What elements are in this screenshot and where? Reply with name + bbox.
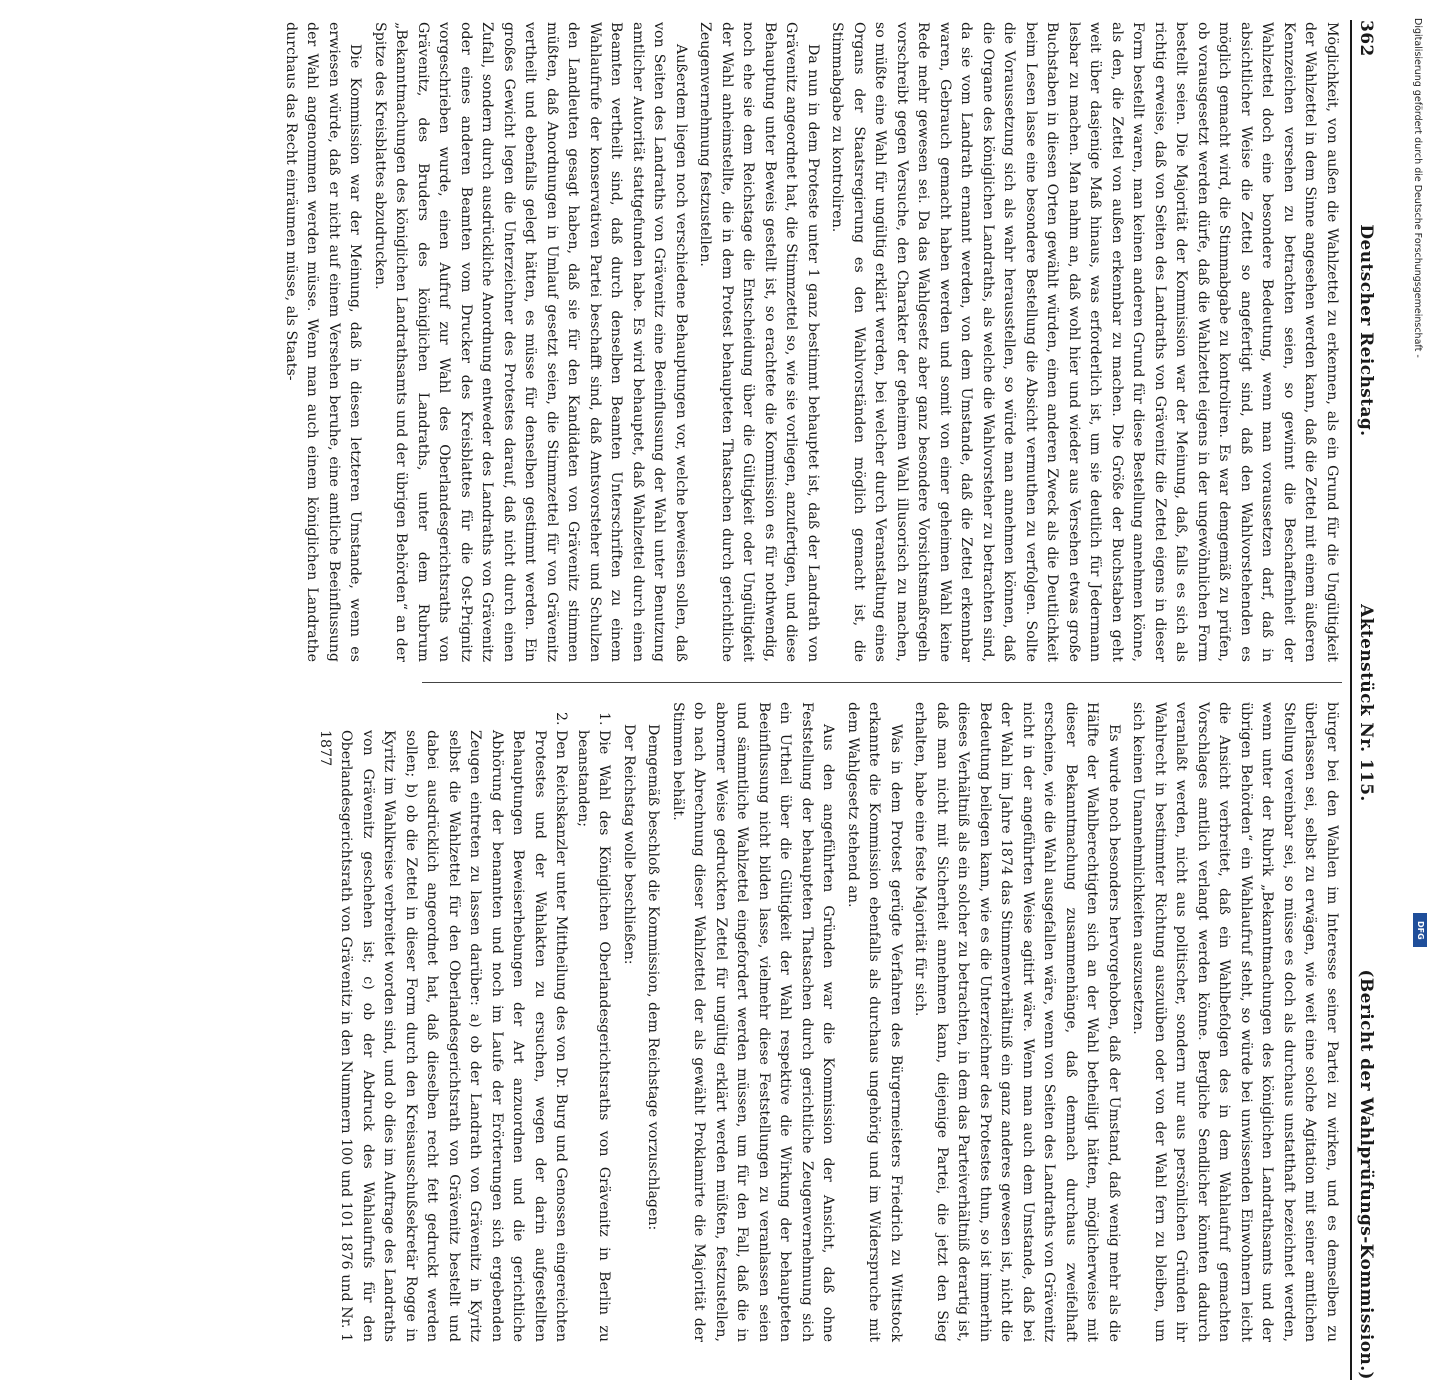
paragraph: Die Kommission war der Meinung, daß in diesen letzteren Umstande, wenn es erwiesen würde, daß er nicht auf einem Versehen beruhe, eine amtliche Beeinflussung der Wahl angenommen werden müsse. Wenn man auch einem königlichen Landrathe durchaus das Recht einräumen müsse, als Staats- — [283, 22, 364, 662]
numbered-list — [314, 702, 615, 1342]
paragraph: Außerdem liegen noch verschiedene Behauptungen vor, welche beweisen sollen, daß von Seiten des Landraths von Grävenitz eine Beeinflussung der Wahl unter Benutzung amtlicher Autorität stattgefunden habe. Es wird behauptet, daß Wahlzettel durch einen Beamten vertheilt sind, daß durch denselben Beamten Unterschriften zu einem Wahlaufrufe der konservativen Partei beschafft sind, daß Amtsvorsteher und Schulzen den Landleuten gesagt haben, daß sie für den Kandidaten von Grävenitz stimmen müßten, daß Anordnungen in Umlauf gesetzt seien, die Stimmzettel für von Grävenitz vertheilt und ebenfalls gelegt hätten, es müsse für denselben gestimmt werden. Ein großes Gewicht legen die Unterzeichner des Protestes darauf, daß nicht durch einen Zufall, sondern durch ausdrückliche Anordnung entweder des Landraths von Grävenitz oder eines anderen Beamten vom Drucker des Kreisblattes für die Ost-Prignitz vorgeschrieben wurde, einen Aufruf zur Wahl des Oberlandesgerichtsraths von Grävenitz, des Bruders des königlichen Landraths, unter dem Rubrum „Bekanntmachungen des königlichen Landrathsamts und der übrigen Behörden“ an der Spitze des Kreisblattes abzudrucken. — [372, 22, 689, 662]
column-divider — [422, 682, 1342, 683]
text-column-left — [277, 22, 1343, 662]
dfg-logo-badge: DFG — [1413, 913, 1427, 947]
header-right-title: (Bericht der Wahlprüfungs-Kommission.) — [1356, 969, 1376, 1380]
page-header — [1350, 20, 1392, 1380]
paragraph: Demgemäß beschloß die Kommission, dem Reichstage vorzuschlagen: — [645, 724, 662, 1231]
page-number: 362 — [1356, 20, 1376, 57]
paragraph: Was in dem Protest gerügte Verfahren des Bürgermeisters Friedrich zu Wittstock erkannte die Kommission ebenfalls als durchaus ungehörig und im Widerspruche mit dem Wahlgesetz stehend an. — [845, 702, 904, 1342]
paragraph: Der Reichstag wolle beschließen: — [621, 724, 637, 965]
text-column-right — [311, 702, 1343, 1342]
header-left-title: Deutscher Reichstag. — [1356, 224, 1376, 437]
digitization-credit — [1412, 8, 1428, 993]
paragraph: Es wurde noch besonders hervorgehoben, daß der Umstand, daß wenig mehr als die Hälfte der Wahlberechtigten sich an der Wahl betheiligt hätten, möglicherweise mit dieser Bekanntmachung zusammenhänge, daß demnach durchaus zweifelhaft erscheine, wie die Wahl ausgefallen wäre, wenn von Seiten des Landraths von Grävenitz nicht in der angeführten Weise agitirt wäre. Wenn man auch dem Umstande, daß bei der Wahl im Jahre 1874 das Stimmenverhältniß ein ganz anderes gewesen ist, nicht die Bedeutung beilegen kann, wie es die Unterzeichner des Protestes thun, so ist immerhin dieses Verhältniß als ein solcher zu betrachten, in dem das Parteiverhältniß derartig ist, daß man nicht mit Sicherheit annehmen kann, diejenige Partei, die jetzt den Sieg erhalten, habe eine feste Majorität für sich. — [912, 702, 1122, 1342]
paragraph: bürger bei den Wahlen im Interesse seiner Partei zu wirken, und es demselben zu überlassen sei, selbst zu erwägen, wie weit eine solche Agitation mit seiner amtlichen Stellung vereinbar sei, so müsse es doch als durchaus unstatthaft bezeichnet werden, wenn unter der Rubrik „Bekanntmachungen des königlichen Landrathsamts und der übrigen Behörden“ ein Wahlaufruf steht, so würde bei unwissenden Einwohnern leicht die Ansicht verbreitet, daß ein Wahlbefolgen des in dem Wahlaufruf gemachten Vorschlages amtlich verlangt werden könne. Bergliche Sendlicher könnten dadurch veranlaßt werden, nicht aus politischer, sondern nur aus persönlichen Gründen ihr Wahlrecht in bestimmter Richtung auszuüben oder von der Wahl fern zu bleiben, um sich keinen Unannehmlichkeiten auszusetzen. — [1130, 702, 1340, 1342]
header-center-title: Aktenstück Nr. 115. — [1356, 604, 1376, 802]
digitization-credit-text: Digitalisierung gefördert durch die Deutsche Forschungsgemeinschaft - — [1412, 18, 1423, 358]
paragraph: Aus den angeführten Gründen war die Kommission der Ansicht, daß ohne Feststellung der behaupteten Thatsachen durch gerichtliche Zeugenvernehmung sich ein Urtheil über die Gültigkeit der Wahl respektive die Wirkung der behaupteten Beeinflussung nicht bilden lasse, vielmehr diese Feststellungen zu veranlassen seien und sämmtliche Wahlzettel eingefordert werden müssen, um für den Fall, daß die in abnormer Weise gedruckten Zettel für ungültig erklärt werden müßten, festzustellen, ob nach Abrechnung dieser Wahlzettel der als gewählt Proklamirte die Majorität der Stimmen behält. — [670, 702, 837, 1342]
paragraph: Möglichkeit, von außen die Wahlzettel zu erkennen, als ein Grund für die Ungültigkeit der Wahlzettel in dem Sinne angesehen werden kann, daß die Zettel mit einem äußeren Kennzeichen versehen zu betrachten seien, so gewinnt die Beschaffenheit der Wahlzettel doch eine besondere Bedeutung, wenn man voraussetzen darf, daß in absichtlicher Weise die Zettel so angefertigt sind, daß den Wahlvorstehenden es möglich gemacht wird, die Stimmabgabe zu kontroliren. Es war demgemäß zu prüfen, ob vorausgesetzt werden dürfe, daß die Wahlzettel eigens in der ungewöhnlichen Form bestellt seien. Die Majorität der Kommission war der Meinung, daß, falls es sich als richtig erweise, daß von Seiten des Landraths von Grävenitz die Zettel eigens in dieser Form bestellt waren, man keinen anderen Grund für diese Bestellung annehmen könne, als den, die Zettel von außen erkennbar zu machen. Die Größe der Buchstaben geht weit über dasjenige Maß hinaus, was erforderlich ist, um sie deutlich für Jedermann lesbar zu machen. Man nahm an, daß wohl hier und wieder aus Versehen etwas große Buchstaben in diesen Orten gewählt würden, einen anderen Zweck als die Deutlichkeit beim Lesen lasse eine besondere Bestellung die Absicht vermuthen zu verfolgen. Sollte die Voraussetzung sich als wahr herausstellen, so würde man annehmen können, daß die Organe des königlichen Landraths, als welche die Wahlvorsteher zu betrachten sind, da sie vom Landrath ernannt werden, von dem Umstande, daß die Zettel erkennbar waren, Gebrauch gemacht haben werden und somit von einer geheimen Wahl keine Rede mehr gewesen sei. Da das Wahlgesetz aber ganz besondere Vorsichtsmaßregeln vorschreibt gegen Versuche, den Charakter der geheimen Wahl illusorisch zu machen, so müßte eine Wahl für ungültig erklärt werden, bei welcher durch Veranstaltung eines Organs der Staatsregierung es den Wahlvorständen möglich gemacht ist, die Stimmabgabe zu kontroliren. — [829, 22, 1340, 662]
list-item: 1. Die Wahl des Königlichen Oberlandesgerichtsraths von Grävenitz in Berlin zu beanstanden; — [572, 730, 615, 1342]
list-item: 2. Den Reichskanzler unter Mittheilung des von Dr. Burg und Genossen eingereichten Protestes und der Wahlakten zu ersuchen, wegen der darin aufgestellten Behauptungen Beweiserhebungen der Art anzuordnen und die gerichtliche Abhörung der benannten und noch im Laufe der Erörterungen sich ergebenden Zeugen eintreten zu lassen darüber: a) ob der Landrath von Grävenitz in Kyritz selbst die Wahlzettel für den Oberlandesgerichtsrath von Grävenitz bestellt und dabei ausdrücklich angeordnet hat, daß dieselben recht fett gedruckt werden sollen; b) ob die Zettel in dieser Form durch den Kreisausschußsekretär Rogge in Kyritz im Wahlkreise verbreitet worden sind, und ob dies im Auftrage des Landraths von Grävenitz geschehen ist; c) ob der Abdruck des Wahlaufrufs für den Oberlandesgerichtsrath von Grävenitz in den Nummern 100 und 101 1876 und Nr. 1 1877 — [314, 730, 572, 1342]
paragraph: Da nun in dem Proteste unter 1 ganz bestimmt behauptet ist, daß der Landrath von Grävenitz angeordnet hat, die Stimmzettel so, wie sie vorliegen, anzufertigen, und diese Behauptung unter Beweis gestellt ist, so erachtete die Kommission es für nothwendig, noch ehe sie dem Reichstage die Entscheidung über die Gültigkeit oder Ungültigkeit der Wahl anheimstellte, die in dem Protest behaupteten Thatsachen durch gerichtliche Zeugenvernehmung festzustellen. — [697, 22, 821, 662]
